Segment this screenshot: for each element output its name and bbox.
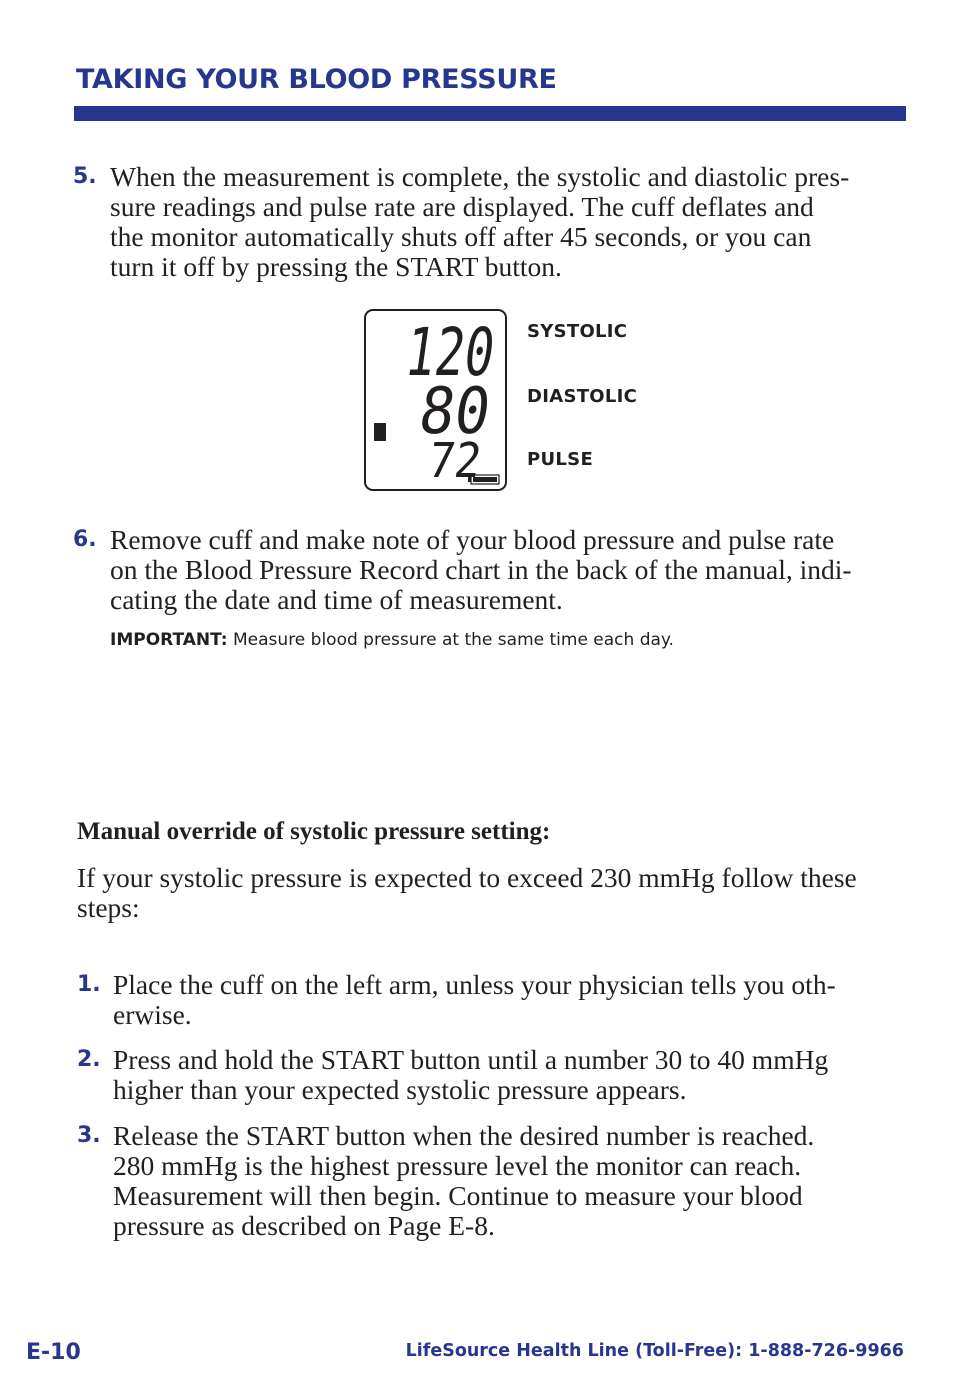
section-heading: Manual override of systolic pressure setting:	[77, 818, 551, 845]
step-line: Place the cuff on the left arm, unless your physician tells you oth-	[113, 969, 836, 1000]
step-line: When the measurement is complete, the systolic and diastolic pres-	[110, 161, 850, 192]
important-note	[110, 630, 674, 650]
step-number: 3.	[77, 1123, 101, 1148]
lcd-readings	[366, 311, 531, 489]
diastolic-label: DIASTOLIC	[527, 386, 638, 407]
page-number: E-10	[26, 1340, 81, 1365]
important-label: IMPORTANT:	[110, 630, 228, 650]
monitor-display	[364, 309, 531, 491]
step-line: erwise.	[113, 999, 192, 1030]
step-line: 280 mmHg is the highest pressure level the monitor can reach.	[113, 1150, 802, 1181]
step-number: 5.	[73, 164, 97, 189]
step-line: higher than your expected systolic pressure appears.	[113, 1074, 687, 1105]
step-line: Measurement will then begin. Continue to measure your blood	[113, 1180, 803, 1211]
important-text: Measure blood pressure at the same time each day.	[227, 630, 674, 650]
step-line: Release the START button when the desired number is reached.	[113, 1120, 815, 1151]
step-line: sure readings and pulse rate are displayed. The cuff deflates and	[110, 191, 814, 222]
step-number: 2.	[77, 1047, 101, 1072]
step-number: 1.	[77, 972, 101, 997]
heart-indicator	[374, 423, 386, 441]
diastolic-reading: 80	[414, 374, 503, 449]
title-rule	[74, 106, 906, 121]
systolic-reading: 120	[400, 313, 531, 391]
systolic-label: SYSTOLIC	[527, 321, 628, 342]
step-line: Remove cuff and make note of your blood pressure and pulse rate	[110, 524, 835, 555]
step-line: the monitor automatically shuts off after 45 seconds, or you can	[110, 221, 812, 252]
pulse-label: PULSE	[527, 449, 594, 470]
helpline: LifeSource Health Line (Toll-Free): 1-888-726-9966	[405, 1341, 904, 1361]
pulse-reading: 72	[424, 433, 491, 489]
step-line: on the Blood Pressure Record chart in the back of the manual, indi-	[110, 554, 852, 585]
step-line: cating the date and time of measurement.	[110, 584, 563, 615]
step-number: 6.	[73, 527, 97, 552]
step-line: turn it off by pressing the START button.	[110, 251, 562, 282]
step-line: pressure as described on Page E-8.	[113, 1210, 495, 1241]
page-title: TAKING YOUR BLOOD PRESSURE	[76, 64, 557, 95]
section-intro: If your systolic pressure is expected to exceed 230 mmHg follow these steps:	[77, 862, 857, 923]
step-line: Press and hold the START button until a number 30 to 40 mmHg	[113, 1044, 829, 1075]
